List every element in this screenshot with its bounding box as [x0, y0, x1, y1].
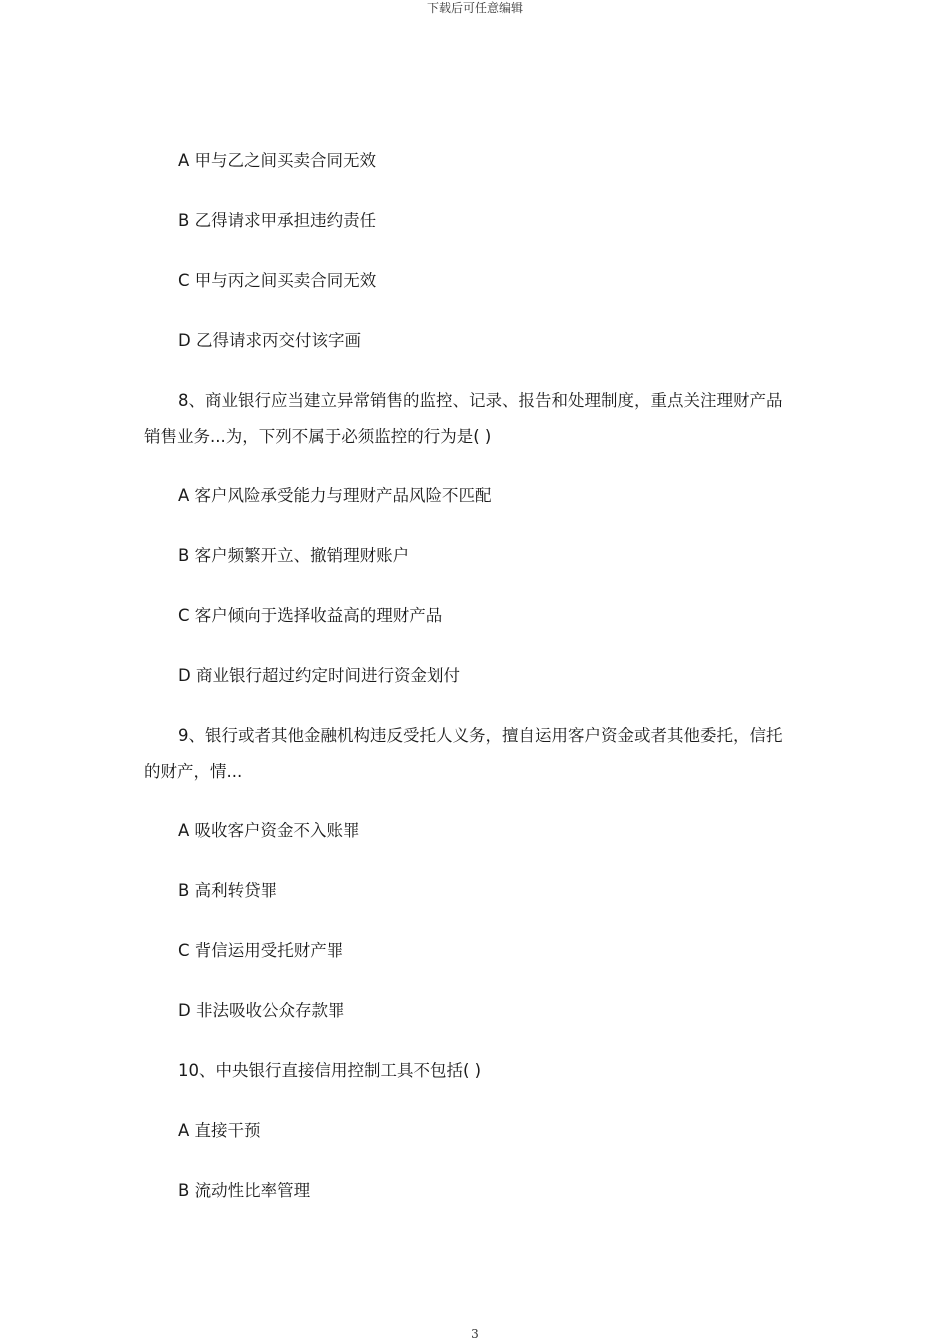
- q9-question-line2: 的财产，情...: [144, 762, 243, 781]
- q10-option-a: A 直接干预: [178, 1121, 261, 1140]
- q8-question-line1: 8、商业银行应当建立异常销售的监控、记录、报告和处理制度，重点关注理财产品: [178, 391, 783, 410]
- q10-question: 10、中央银行直接信用控制工具不包括( ): [178, 1061, 482, 1080]
- q7-option-d: D 乙得请求丙交付该字画: [178, 331, 361, 350]
- q8-question-line2: 销售业务...为，下列不属于必须监控的行为是( ): [144, 427, 492, 446]
- q9-question-line1: 9、银行或者其他金融机构违反受托人义务，擅自运用客户资金或者其他委托，信托: [178, 726, 783, 745]
- q8-option-b: B 客户频繁开立、撤销理财账户: [178, 546, 410, 565]
- page-number: 3: [471, 1327, 479, 1341]
- q7-option-c: C 甲与丙之间买卖合同无效: [178, 271, 377, 290]
- q7-option-a: A 甲与乙之间买卖合同无效: [178, 151, 377, 170]
- q7-option-b: B 乙得请求甲承担违约责任: [178, 211, 377, 230]
- page-header: 下载后可任意编辑: [426, 1, 523, 15]
- q9-option-a: A 吸收客户资金不入账罪: [178, 821, 360, 840]
- q9-option-d: D 非法吸收公众存款罪: [178, 1001, 345, 1020]
- q8-option-d: D 商业银行超过约定时间进行资金划付: [178, 666, 460, 685]
- q8-option-a: A 客户风险承受能力与理财产品风险不匹配: [178, 486, 492, 505]
- q10-option-b: B 流动性比率管理: [178, 1181, 311, 1200]
- q9-option-c: C 背信运用受托财产罪: [178, 941, 344, 960]
- q8-option-c: C 客户倾向于选择收益高的理财产品: [178, 606, 443, 625]
- q9-option-b: B 高利转贷罪: [178, 881, 278, 900]
